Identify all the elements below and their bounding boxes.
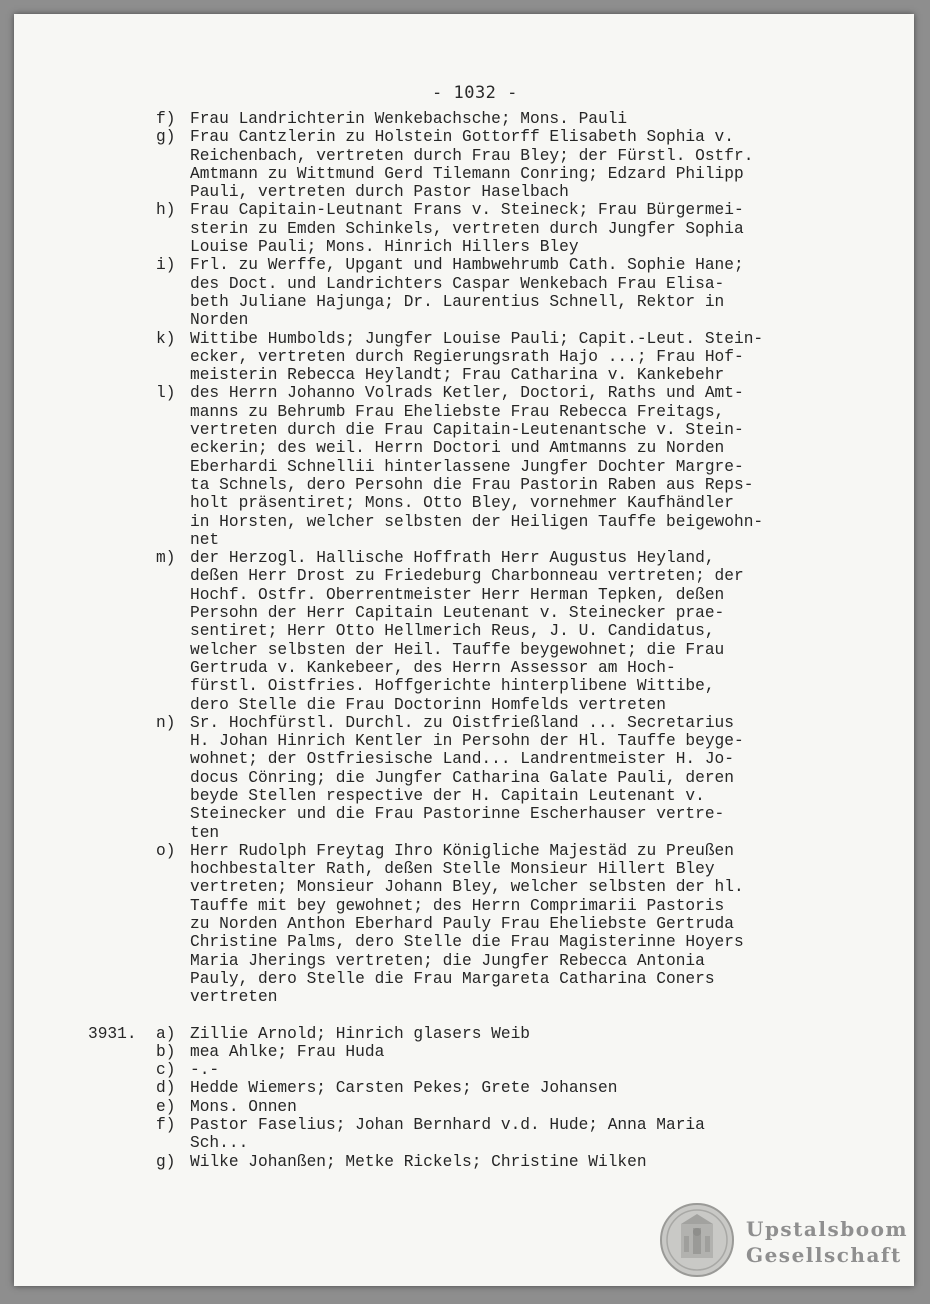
entry-label: e): [156, 1097, 176, 1116]
entry-label: b): [156, 1042, 176, 1061]
entry-3931-a: [14, 1025, 914, 1043]
entry-label: f): [156, 110, 176, 128]
watermark: [746, 1216, 914, 1268]
page-number: - 1032 -: [432, 83, 518, 103]
entry-3931-b: [14, 1043, 914, 1061]
entry-text: Frau Cantzlerin zu Holstein Gottorff Elisabeth Sophia v. Reichenbach, vertreten durch Frau Bley; der Fürstl. Ostfr. Amtmann zu Wittmund Gerd Tilemann Conring; Edzard Philipp Pauli, vertreten durch Pastor Haselbach: [190, 128, 754, 202]
entry-text: Sr. Hochfürstl. Durchl. zu Oistfrießland ... Secretarius H. Johan Hinrich Kentler in Persohn der Hl. Tauffe beyge- wohnet; der Ostfriesische Land... Landrentmeister H. Jo- docus Cönring; die Jungfer Catharina Galate Pauli, deren beyde Stellen respective der H. Capitain Leutenant v. Steinecker und die Frau Pastorinne Escherhauser vertre- ten: [190, 713, 744, 842]
entry-label: l): [156, 384, 176, 403]
entry-label: n): [156, 713, 176, 732]
entry-text: des Herrn Johanno Volrads Ketler, Doctori, Raths und Amt- manns zu Behrumb Frau Eheliebste Frau Rebecca Freitags, vertreten durch die Frau Capitain-Leutenantsche v. Stein- eckerin; des weil. Herrn Doctori und Amtmanns zu Norden Eberhardi Schnellii hinterlassene Jungfer Dochter Margre- ta Schnels, dero Persohn die Frau Pastorin Raben aus Reps- holt präsentiret; Mons. Otto Bley, vornehmer Kaufhändler in Horsten, welcher selbsten der Heiligen Tauffe beigewohn- net: [190, 384, 764, 549]
entry-l: [14, 384, 914, 549]
watermark-line-1: Upstalsboom: [746, 1217, 909, 1241]
entry-text: -.-: [190, 1061, 220, 1080]
entry-text: Wittibe Humbolds; Jungfer Louise Pauli; Capit.-Leut. Stein- ecker, vertreten durch Regierungsrath Hajo ...; Frau Hof- meisterin Rebecca Heylandt; Frau Catharina v. Kankebehr: [190, 329, 764, 385]
entry-text: Hedde Wiemers; Carsten Pekes; Grete Johansen: [190, 1079, 618, 1098]
entry-label: i): [156, 256, 176, 275]
record-number: 3931.: [88, 1024, 137, 1043]
document-page: [14, 14, 914, 1286]
entry-label: o): [156, 841, 176, 860]
entry-n: [14, 714, 914, 842]
entry-label: a): [156, 1024, 176, 1043]
entry-label: g): [156, 128, 176, 147]
entry-text: Mons. Onnen: [190, 1097, 297, 1116]
entry-label: k): [156, 329, 176, 348]
entry-label: g): [156, 1152, 176, 1171]
entry-text: Pastor Faselius; Johan Bernhard v.d. Hude; Anna Maria Sch...: [190, 1116, 705, 1153]
entry-3931-e: [14, 1098, 914, 1116]
entry-label: c): [156, 1061, 176, 1080]
entry-text: Frau Capitain-Leutnant Frans v. Steineck; Frau Bürgermei- sterin zu Emden Schinkels, vertreten durch Jungfer Sophia Louise Pauli; Mons. Hinrich Hillers Bley: [190, 201, 744, 257]
entry-k: [14, 330, 914, 385]
entry-label: m): [156, 549, 176, 568]
entry-3931-c: [14, 1061, 914, 1079]
entry-label: d): [156, 1079, 176, 1098]
entry-f: [14, 110, 914, 128]
entry-3931-g: [14, 1153, 914, 1171]
entry-label: h): [156, 201, 176, 220]
entry-list: [14, 110, 914, 1171]
entry-h: [14, 201, 914, 256]
entry-text: mea Ahlke; Frau Huda: [190, 1042, 385, 1061]
watermark-line-2: Gesellschaft: [746, 1243, 902, 1267]
entry-3931-d: [14, 1079, 914, 1097]
entry-text: der Herzogl. Hallische Hoffrath Herr Augustus Heyland, deßen Herr Drost zu Friedeburg Charbonneau vertreten; der Hochf. Ostfr. Oberrentmeister Herr Herman Tepken, deßen Persohn der Herr Capitain Leutenant v. Steinecker prae- sentiret; Herr Otto Hellmerich Reus, J. U. Candidatus, welcher selbsten der Heil. Tauffe beygewohnet; die Frau Gertruda v. Kankebeer, des Herrn Assessor am Hoch- fürstl. Oistfries. Hoffgerichte hinterplibene Wittibe, dero Stelle die Frau Doctorinn Homfelds vertreten: [190, 549, 744, 714]
entry-label: f): [156, 1116, 176, 1135]
entry-3931-f: [14, 1116, 914, 1153]
entry-o: [14, 842, 914, 1007]
entry-text: Frl. zu Werffe, Upgant und Hambwehrumb Cath. Sophie Hane; des Doct. und Landrichters Caspar Wenkebach Frau Elisa- beth Juliane Hajunga; Dr. Laurentius Schnell, Rektor in Norden: [190, 256, 744, 330]
entry-text: Wilke Johanßen; Metke Rickels; Christine Wilken: [190, 1152, 647, 1171]
entry-text: Herr Rudolph Freytag Ihro Königliche Majestäd zu Preußen hochbestalter Rath, deßen Stelle Monsieur Hillert Bley vertreten; Monsieur Johann Bley, welcher selbsten der hl. Tauffe mit bey gewohnet; des Herrn Comprimarii Pastoris zu Norden Anthon Eberhard Pauly Frau Eheliebste Gertruda Christine Palms, dero Stelle die Frau Magisterinne Hoyers Maria Jherings vertreten; die Jungfer Rebecca Antonia Pauly, dero Stelle die Frau Margareta Catharina Coners vertreten: [190, 841, 744, 1007]
entry-g: [14, 128, 914, 201]
entry-text: Frau Landrichterin Wenkebachsche; Mons. Pauli: [190, 110, 628, 128]
entry-m: [14, 549, 914, 714]
entry-text: Zillie Arnold; Hinrich glasers Weib: [190, 1024, 530, 1043]
seal-icon: [659, 1202, 735, 1278]
section-gap: [14, 1007, 914, 1025]
entry-i: [14, 256, 914, 329]
